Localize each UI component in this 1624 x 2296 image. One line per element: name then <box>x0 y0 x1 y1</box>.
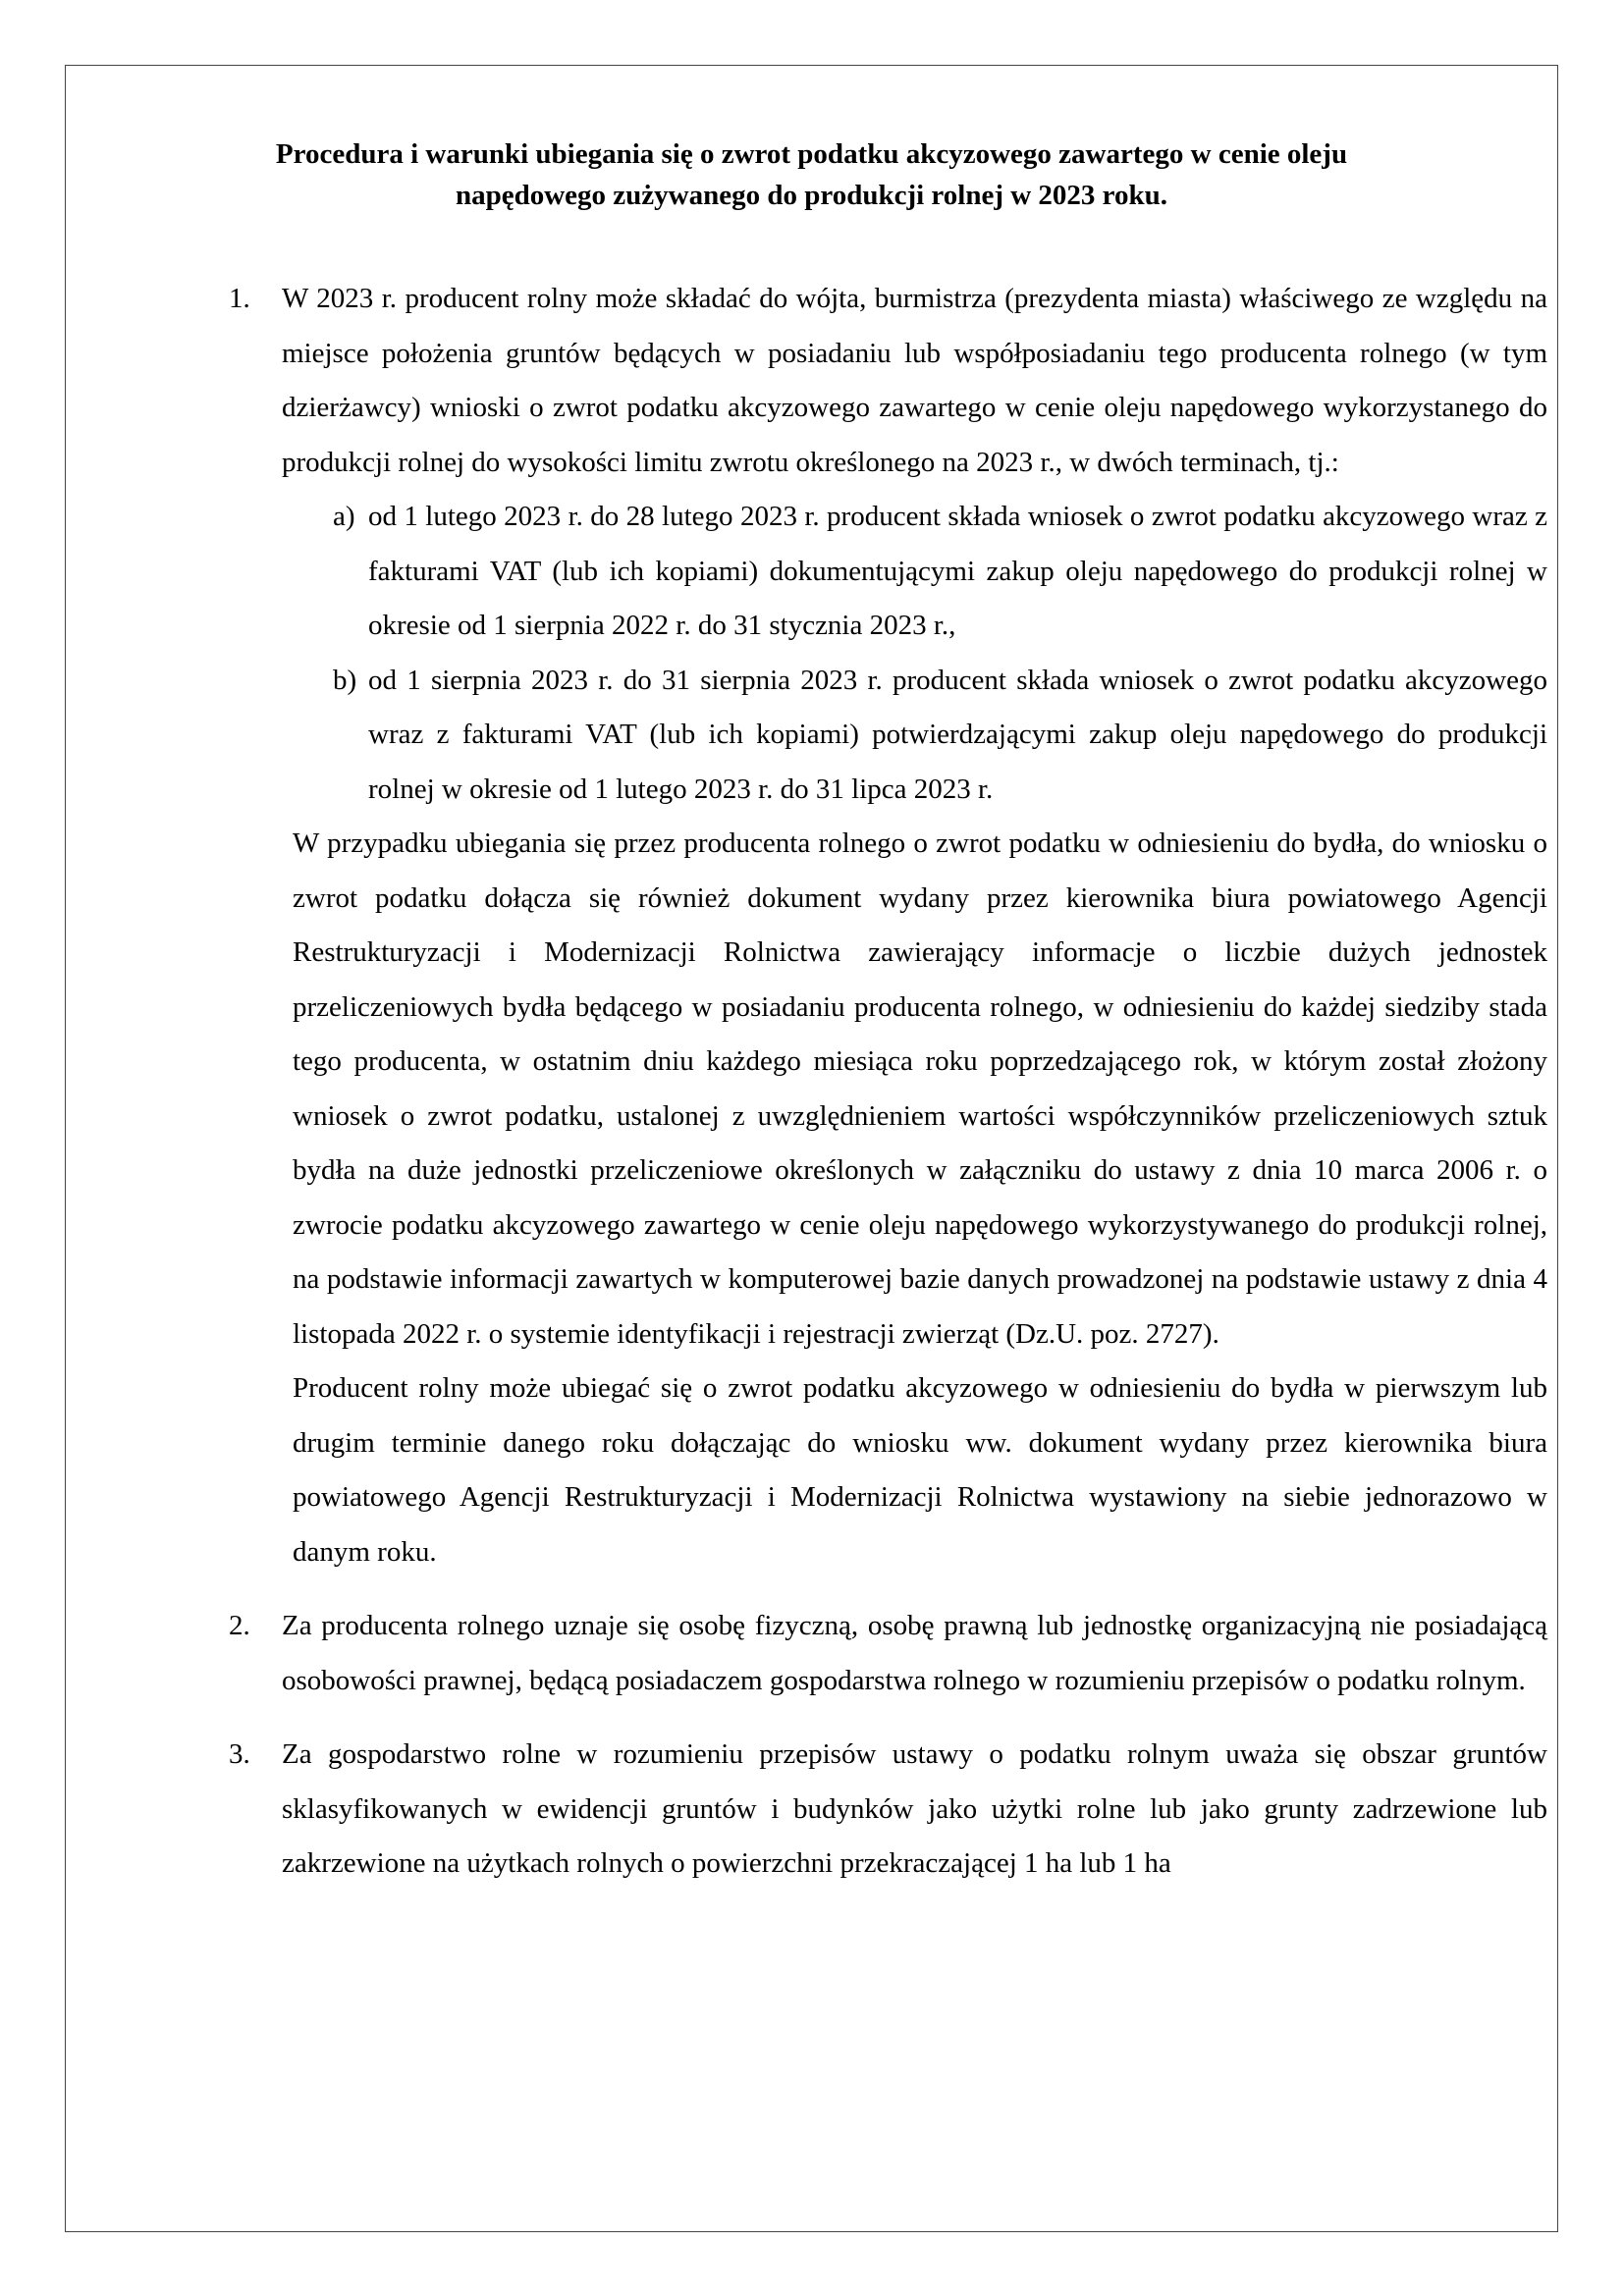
subitem-a <box>168 490 1547 654</box>
document-title: Procedura i warunki ubiegania się o zwrot podatku akcyzowego zawartego w cenie oleju napędowego zużywanego do produkcji rolnej w 2023 roku. <box>275 138 1348 211</box>
item-1-paragraphs <box>168 817 1547 1579</box>
subitem-text: od 1 lutego 2023 r. do 28 lutego 2023 r. producent składa wniosek o zwrot podatku akcyzowego wraz z fakturami VAT (lub ich kopiami) dokumentującymi zakup oleju napędowego do produkcji rolnej w okresie od 1 sierpnia 2022 r. do 31 stycznia 2023 r., <box>368 501 1547 641</box>
cattle-paragraph: W przypadku ubiegania się przez producenta rolnego o zwrot podatku w odniesieniu do bydła, do wniosku o zwrot podatku dołącza się również dokument wydany przez kierownika biura powiatowego Agencji Restrukturyzacji i Modernizacji Rolnictwa zawierający informacje o liczbie dużych jednostek przeliczeniowych bydła będącego w posiadaniu producenta rolnego, w odniesieniu do każdej siedziby stada tego producenta, w ostatnim dniu każdego miesiąca roku poprzedzającego rok, w którym został złożony wniosek o zwrot podatku, ustalonej z uwzględnieniem wartości współczynników przeliczeniowych sztuk bydła na duże jednostki przeliczeniowe określonych w załączniku do ustawy z dnia 10 marca 2006 r. o zwrocie podatku akcyzowego zawartego w cenie oleju napędowego wykorzystywanego do produkcji rolnej, na podstawie informacji zawartych w komputerowej bazie danych prowadzonej na podstawie ustawy z dnia 4 listopada 2022 r. o systemie identyfikacji i rejestracji zwierząt (Dz.U. poz. 2727). <box>293 828 1547 1350</box>
item-text: Za gospodarstwo rolne w rozumieniu przepisów ustawy o podatku rolnym uważa się obszar gruntów sklasyfikowanych w ewidencji gruntów i budynków jako użytki rolne lub jako grunty zadrzewione lub zakrzewione na użytkach rolnych o powierzchni przekraczającej 1 ha lub 1 ha <box>282 1738 1547 1879</box>
numbered-item-3 <box>168 1728 1547 1892</box>
item-number: 3. <box>229 1738 250 1770</box>
subitem-letter: a) <box>333 501 355 532</box>
item-text: Za producenta rolnego uznaje się osobę fizyczną, osobę prawną lub jednostkę organizacyjną nie posiadającą osobowości prawnej, będącą posiadaczem gospodarstwa rolnego w rozumieniu przepisów o podatku rolnym. <box>282 1610 1547 1696</box>
numbered-item-2 <box>168 1599 1547 1708</box>
page-border <box>65 65 1558 2232</box>
item-number: 1. <box>229 283 250 314</box>
cattle-once-paragraph: Producent rolny może ubiegać się o zwrot podatku akcyzowego w odniesieniu do bydła w pierwszym lub drugim terminie danego roku dołączając do wniosku ww. dokument wydany przez kierownika biura powiatowego Agencji Restrukturyzacji i Modernizacji Rolnictwa wystawiony na siebie jednorazowo w danym roku. <box>293 1372 1547 1568</box>
item-text: W 2023 r. producent rolny może składać do wójta, burmistrza (prezydenta miasta) właściwego ze względu na miejsce położenia gruntów będących w posiadaniu lub współposiadaniu tego producenta rolnego (w tym dzierżawcy) wnioski o zwrot podatku akcyzowego zawartego w cenie oleju napędowego wykorzystanego do produkcji rolnej do wysokości limitu zwrotu określonego na 2023 r., w dwóch terminach, tj.: <box>282 283 1547 478</box>
subitem-letter: b) <box>333 664 357 696</box>
item-number: 2. <box>229 1610 250 1641</box>
document-body <box>168 272 1547 1892</box>
numbered-item-1 <box>168 272 1547 490</box>
subitem-b <box>168 654 1547 818</box>
subitem-text: od 1 sierpnia 2023 r. do 31 sierpnia 2023 r. producent składa wniosek o zwrot podatku akcyzowego wraz z fakturami VAT (lub ich kopiami) potwierdzającymi zakup oleju napędowego do produkcji rolnej w okresie od 1 lutego 2023 r. do 31 lipca 2023 r. <box>368 664 1547 805</box>
